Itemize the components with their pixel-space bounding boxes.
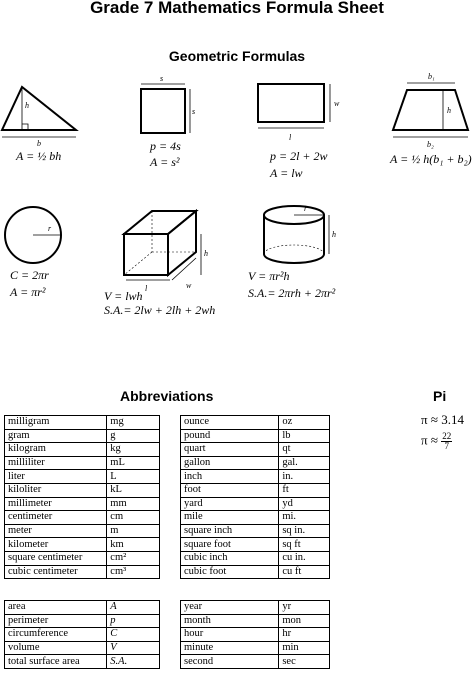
table-row — [181, 524, 330, 538]
abbreviation-cell: S.A. — [107, 655, 160, 669]
table-row — [181, 565, 330, 579]
term-cell: quart — [181, 443, 279, 457]
table-row — [5, 416, 160, 430]
rectangle-formula-2: A = lw — [270, 166, 303, 180]
prism-top-face — [124, 211, 196, 234]
abbreviation-cell: yr — [279, 601, 330, 615]
term-cell: meter — [5, 524, 107, 538]
rectangle-formula-1: p = 2l + 2w — [270, 149, 328, 163]
triangle-label-b: b — [37, 139, 41, 148]
prism-label-l: l — [145, 284, 148, 293]
table-row — [5, 551, 160, 565]
term-cell: year — [181, 601, 279, 615]
abbreviation-cell: km — [107, 538, 160, 552]
cylinder-figure — [248, 204, 336, 300]
pi-approx-prefix: π ≈ — [421, 432, 438, 448]
cylinder-bottom-front — [264, 254, 324, 263]
abbreviation-cell: L — [107, 470, 160, 484]
abbreviation-cell: V — [107, 641, 160, 655]
abbreviation-cell: cm — [107, 511, 160, 525]
term-cell: pound — [181, 429, 279, 443]
abbreviation-cell: mi. — [279, 511, 330, 525]
table-row — [5, 641, 160, 655]
customary-units-table — [180, 415, 330, 579]
term-cell: total surface area — [5, 655, 107, 669]
table-row — [181, 497, 330, 511]
term-cell: volume — [5, 641, 107, 655]
abbreviation-cell: mon — [279, 614, 330, 628]
abbreviation-cell: cu in. — [279, 551, 330, 565]
pi-fraction — [441, 432, 452, 451]
trapezoid-label-b2: b₂ — [427, 140, 434, 149]
trapezoid-shape — [393, 90, 468, 130]
abbreviation-cell: kg — [107, 443, 160, 457]
abbreviations-heading: Abbreviations — [120, 388, 214, 404]
abbreviation-cell: cu ft — [279, 565, 330, 579]
pi-heading: Pi — [433, 388, 447, 404]
abbreviation-cell: g — [107, 429, 160, 443]
pi-fraction-numerator: 22 — [442, 431, 452, 441]
table-row — [181, 641, 330, 655]
circle-figure — [5, 207, 61, 299]
table-row — [181, 470, 330, 484]
square-shape — [141, 89, 185, 133]
abbreviation-cell: mL — [107, 456, 160, 470]
abbreviation-cell: yd — [279, 497, 330, 511]
circle-formula-1: C = 2πr — [10, 268, 49, 282]
term-cell: foot — [181, 483, 279, 497]
term-cell: ounce — [181, 416, 279, 430]
term-cell: circumference — [5, 628, 107, 642]
table-row — [181, 511, 330, 525]
rectangle-label-w: w — [334, 99, 340, 108]
table-row — [181, 416, 330, 430]
cylinder-formula-1: V = πr²h — [248, 269, 290, 283]
term-cell: yard — [181, 497, 279, 511]
term-cell: kiloliter — [5, 483, 107, 497]
table-row — [181, 628, 330, 642]
triangle-shape — [2, 87, 76, 130]
table-row — [5, 628, 160, 642]
term-cell: gram — [5, 429, 107, 443]
term-cell: minute — [181, 641, 279, 655]
geometric-formulas-heading: Geometric Formulas — [168, 48, 306, 64]
prism-label-w: w — [186, 281, 192, 290]
term-cell: cubic inch — [181, 551, 279, 565]
table-row — [181, 456, 330, 470]
term-cell: millimeter — [5, 497, 107, 511]
table-row — [181, 601, 330, 615]
trapezoid-formula: A = ½ h(b₁ + b₂) — [390, 152, 472, 166]
trapezoid-figure — [389, 72, 472, 166]
abbreviation-cell: qt — [279, 443, 330, 457]
term-cell: kilometer — [5, 538, 107, 552]
table-row — [5, 511, 160, 525]
term-cell: second — [181, 655, 279, 669]
table-row — [5, 614, 160, 628]
rectangle-shape — [258, 84, 324, 122]
table-row — [5, 538, 160, 552]
time-units-table — [180, 600, 330, 669]
table-row — [5, 443, 160, 457]
abbreviation-cell: hr — [279, 628, 330, 642]
term-cell: cubic centimeter — [5, 565, 107, 579]
term-cell: inch — [181, 470, 279, 484]
table-row — [5, 470, 160, 484]
cylinder-formula-2: S.A.= 2πrh + 2πr² — [248, 286, 336, 300]
prism-figure — [104, 211, 215, 317]
table-row — [5, 456, 160, 470]
table-row — [181, 443, 330, 457]
symbols-table — [4, 600, 160, 669]
table-row — [5, 429, 160, 443]
triangle-label-h: h — [25, 101, 29, 110]
term-cell: square inch — [181, 524, 279, 538]
prism-front-face — [124, 234, 168, 275]
table-row — [181, 551, 330, 565]
triangle-figure — [2, 87, 76, 163]
prism-formula-2: S.A.= 2lw + 2lh + 2wh — [104, 303, 216, 317]
term-cell: centimeter — [5, 511, 107, 525]
table-row — [181, 538, 330, 552]
table-row — [5, 565, 160, 579]
square-label-s-side: s — [192, 107, 196, 116]
pi-fraction-denominator: 7 — [444, 441, 449, 451]
abbreviation-cell: sq ft — [279, 538, 330, 552]
abbreviation-cell: cm³ — [107, 565, 160, 579]
abbreviation-cell: oz — [279, 416, 330, 430]
term-cell: perimeter — [5, 614, 107, 628]
circle-formula-2: A = πr² — [10, 285, 46, 299]
term-cell: gallon — [181, 456, 279, 470]
circle-label-r: r — [48, 224, 52, 233]
prism-label-h: h — [204, 249, 208, 258]
triangle-formula: A = ½ bh — [16, 149, 62, 163]
table-row — [5, 483, 160, 497]
table-row — [181, 483, 330, 497]
term-cell: square foot — [181, 538, 279, 552]
abbreviation-cell: sq in. — [279, 524, 330, 538]
table-row — [5, 497, 160, 511]
abbreviation-cell: p — [107, 614, 160, 628]
term-cell: mile — [181, 511, 279, 525]
term-cell: square centimeter — [5, 551, 107, 565]
trapezoid-label-b1: b₁ — [428, 72, 435, 81]
metric-units-table — [4, 415, 160, 579]
abbreviation-cell: lb — [279, 429, 330, 443]
term-cell: milliliter — [5, 456, 107, 470]
abbreviation-cell: in. — [279, 470, 330, 484]
prism-formula-1: V = lwh — [104, 289, 143, 303]
abbreviation-cell: mm — [107, 497, 160, 511]
table-row — [5, 655, 160, 669]
abbreviation-cell: sec — [279, 655, 330, 669]
term-cell: kilogram — [5, 443, 107, 457]
term-cell: hour — [181, 628, 279, 642]
table-row — [181, 655, 330, 669]
abbreviation-cell: m — [107, 524, 160, 538]
rectangle-label-l: l — [289, 133, 292, 142]
page-title: Grade 7 Mathematics Formula Sheet — [90, 0, 384, 17]
term-cell: liter — [5, 470, 107, 484]
abbreviation-cell: ft — [279, 483, 330, 497]
abbreviation-cell: A — [107, 601, 160, 615]
prism-side-face — [168, 211, 196, 275]
table-row — [181, 614, 330, 628]
cylinder-bottom-back — [264, 245, 324, 254]
abbreviation-cell: C — [107, 628, 160, 642]
rectangle-figure — [258, 84, 340, 180]
square-formula-2: A = s² — [150, 155, 180, 169]
term-cell: month — [181, 614, 279, 628]
cylinder-label-h: h — [332, 230, 336, 239]
square-formula-1: p = 4s — [150, 139, 181, 153]
prism-hidden-edge — [124, 252, 152, 275]
abbreviation-cell: min — [279, 641, 330, 655]
abbreviation-cell: cm² — [107, 551, 160, 565]
table-row — [5, 524, 160, 538]
abbreviation-cell: gal. — [279, 456, 330, 470]
pi-approx-fraction — [421, 432, 452, 451]
square-figure — [141, 74, 195, 169]
pi-approx-decimal: π ≈ 3.14 — [421, 412, 464, 427]
term-cell: area — [5, 601, 107, 615]
term-cell: cubic foot — [181, 565, 279, 579]
table-row — [5, 601, 160, 615]
square-label-s-top: s — [160, 74, 164, 83]
trapezoid-label-h: h — [447, 106, 451, 115]
abbreviation-cell: mg — [107, 416, 160, 430]
abbreviation-cell: kL — [107, 483, 160, 497]
cylinder-label-r: r — [304, 204, 308, 213]
term-cell: milligram — [5, 416, 107, 430]
table-row — [181, 429, 330, 443]
